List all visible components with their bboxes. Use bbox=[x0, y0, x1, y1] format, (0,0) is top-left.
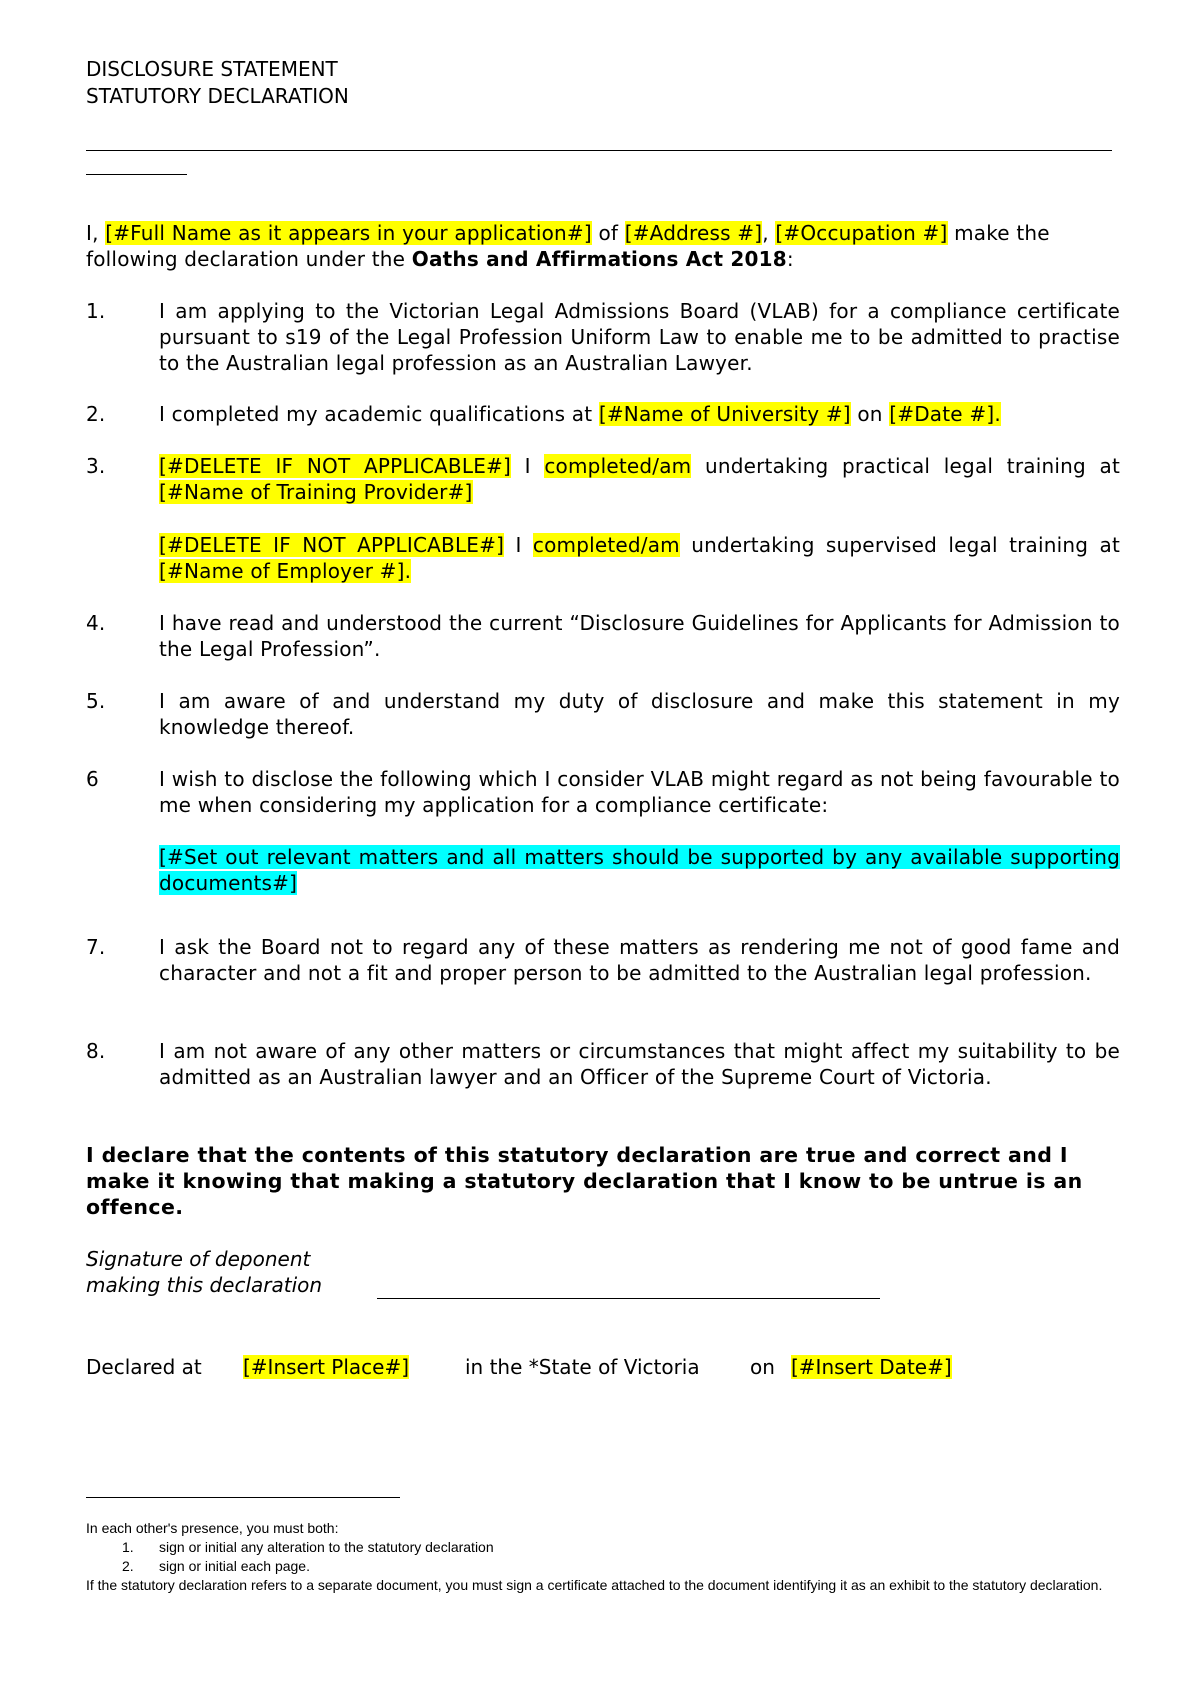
occupation-field[interactable]: [#Occupation #] bbox=[775, 221, 948, 245]
header-rule-short bbox=[86, 174, 187, 175]
signature-label-line-2: making this declaration bbox=[86, 1273, 323, 1297]
intro-comma: , bbox=[762, 221, 776, 245]
item-number: 2. bbox=[86, 402, 106, 426]
on-text: on bbox=[750, 1355, 775, 1379]
signature-label bbox=[86, 1246, 322, 1298]
item2-text-a: I completed my academic qualifications at bbox=[159, 402, 599, 426]
title-line-2: STATUTORY DECLARATION bbox=[86, 84, 349, 108]
item3-rest: undertaking practical legal training at bbox=[691, 454, 1121, 478]
footnote-closing: If the statutory declaration refers to a separate document, you must sign a certificate attached to the document identifying it as an exhibit to the statutory declaration. bbox=[86, 1577, 1103, 1593]
address-field[interactable]: [#Address #] bbox=[624, 221, 763, 245]
completed-am-option[interactable]: completed/am bbox=[532, 533, 680, 557]
date-field-text: [#Insert Date#] bbox=[791, 1355, 952, 1379]
act-name: Oaths and Affirmations Act 2018 bbox=[411, 247, 787, 271]
item-number: 1. bbox=[86, 299, 106, 323]
declaration-statement: I declare that the contents of this statutory declaration are true and correct and I make it knowing that making a statutory declaration that I know to be untrue is an offence. bbox=[86, 1143, 1083, 1219]
date-field[interactable] bbox=[791, 1354, 952, 1380]
footnote-rule bbox=[86, 1497, 400, 1498]
document-title bbox=[86, 56, 349, 110]
item3-i: I bbox=[511, 454, 545, 478]
item-text bbox=[159, 401, 1120, 427]
footnote-item-2: sign or initial each page. bbox=[159, 1558, 310, 1574]
delete-if-not-applicable-flag[interactable]: [#DELETE IF NOT APPLICABLE#] bbox=[159, 533, 505, 557]
footnote-number: 2. bbox=[122, 1558, 134, 1574]
item2-on: on bbox=[850, 402, 890, 426]
training-provider-field[interactable]: [#Name of Training Provider#] bbox=[159, 480, 473, 504]
declared-at-label: Declared at bbox=[86, 1355, 202, 1379]
full-name-field[interactable]: [#Full Name as it appears in your application#] bbox=[105, 221, 592, 245]
item-number: 4. bbox=[86, 611, 106, 635]
list-item-3-alternative bbox=[159, 532, 1120, 584]
footnote-number: 1. bbox=[122, 1539, 134, 1555]
signature-line[interactable] bbox=[377, 1298, 880, 1299]
item-text: I am applying to the Victorian Legal Admissions Board (VLAB) for a compliance certificate pursuant to s19 of the Legal Profession Uniform Law to enable me to be admitted to practise to the Australian legal profession as an Australian Lawyer. bbox=[159, 299, 1120, 375]
footnote-intro: In each other's presence, you must both: bbox=[86, 1520, 339, 1536]
matters-field[interactable]: [#Set out relevant matters and all matters should be supported by any available supporting documents#] bbox=[159, 845, 1120, 895]
signature-label-line-1: Signature of deponent bbox=[86, 1247, 311, 1271]
item-number: 8. bbox=[86, 1039, 106, 1063]
item-text: I ask the Board not to regard any of these matters as rendering me not of good fame and character and not a fit and proper person to be admitted to the Australian legal profession. bbox=[159, 935, 1120, 985]
item-text: I am not aware of any other matters or circumstances that might affect my suitability to be admitted as an Australian lawyer and an Officer of the Supreme Court of Victoria. bbox=[159, 1039, 1120, 1089]
delete-if-not-applicable-flag[interactable]: [#DELETE IF NOT APPLICABLE#] bbox=[159, 454, 511, 478]
university-field[interactable]: [#Name of University #] bbox=[598, 402, 851, 426]
item-number: 3. bbox=[86, 454, 106, 478]
intro-prefix: I, bbox=[86, 221, 106, 245]
item3b-rest: undertaking supervised legal training at bbox=[679, 533, 1120, 557]
item-number: 7. bbox=[86, 935, 106, 959]
item-text: I have read and understood the current “Disclosure Guidelines for Applicants for Admission to the Legal Profession”. bbox=[159, 611, 1120, 661]
employer-field[interactable]: [#Name of Employer #]. bbox=[159, 559, 412, 583]
intro-colon: : bbox=[786, 247, 794, 271]
footnote-item-1: sign or initial any alteration to the statutory declaration bbox=[159, 1539, 494, 1555]
intro-paragraph bbox=[86, 220, 1120, 272]
completed-am-option[interactable]: completed/am bbox=[544, 454, 692, 478]
item-text: I am aware of and understand my duty of disclosure and make this statement in my knowledge thereof. bbox=[159, 689, 1120, 739]
title-line-1: DISCLOSURE STATEMENT bbox=[86, 57, 338, 81]
header-rule bbox=[86, 150, 1112, 151]
item-text: I wish to disclose the following which I consider VLAB might regard as not being favourable to me when considering my application for a compliance certificate: bbox=[159, 767, 1120, 817]
place-field-text: [#Insert Place#] bbox=[243, 1355, 410, 1379]
item-number: 6 bbox=[86, 767, 99, 791]
matters-paragraph bbox=[159, 844, 1120, 896]
place-field[interactable] bbox=[243, 1354, 409, 1380]
item-text bbox=[159, 453, 1120, 505]
intro-mid: make the following declaration under the bbox=[86, 221, 1050, 271]
date-field[interactable]: [#Date #]. bbox=[889, 402, 1001, 426]
state-text: in the *State of Victoria bbox=[465, 1355, 700, 1379]
item3b-i: I bbox=[504, 533, 533, 557]
intro-of: of bbox=[591, 221, 625, 245]
item-number: 5. bbox=[86, 689, 106, 713]
